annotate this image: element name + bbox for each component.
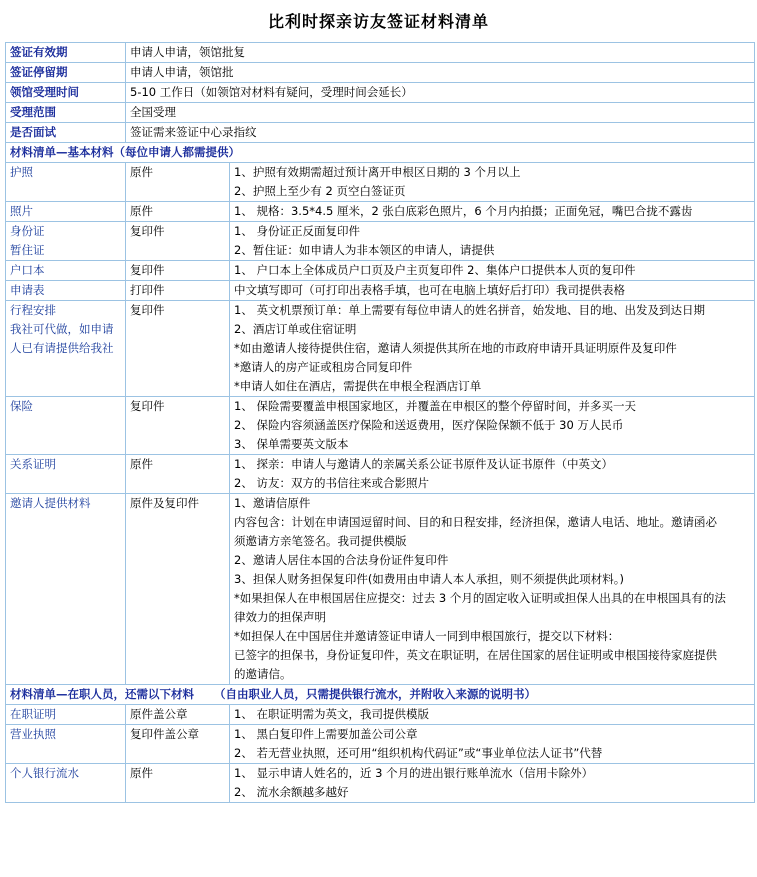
material-type-text: 复印件 bbox=[130, 263, 165, 277]
material-name-line: 照片 bbox=[10, 204, 33, 218]
section-header-basic bbox=[6, 143, 755, 163]
material-requirements bbox=[230, 261, 755, 281]
section-title-cell bbox=[6, 685, 755, 705]
material-requirements bbox=[230, 764, 755, 803]
material-requirements bbox=[230, 281, 755, 301]
material-name bbox=[6, 163, 126, 202]
requirement-line: 1、 黑白复印件上需要加盖公司公章 bbox=[234, 727, 418, 741]
material-name-line: 在职证明 bbox=[10, 707, 56, 721]
material-row bbox=[6, 397, 755, 455]
requirement-line: 1、 保险需要覆盖申根国家地区，并覆盖在申根区的整个停留时间，并多买一天 bbox=[234, 399, 636, 413]
summary-value: 5-10 工作日（如领馆对材料有疑问，受理时间会延长） bbox=[126, 83, 755, 103]
material-name-line: 人已有请提供给我社 bbox=[10, 341, 114, 355]
material-row bbox=[6, 705, 755, 725]
material-name bbox=[6, 397, 126, 455]
material-type-text: 原件 bbox=[130, 766, 153, 780]
material-row bbox=[6, 202, 755, 222]
material-name bbox=[6, 705, 126, 725]
material-name bbox=[6, 455, 126, 494]
requirement-line: 2、 访友：双方的书信往来或合影照片 bbox=[234, 476, 429, 490]
material-type-text: 复印件 bbox=[130, 399, 165, 413]
material-name bbox=[6, 281, 126, 301]
section-header-employed bbox=[6, 685, 755, 705]
requirement-line: 2、护照上至少有 2 页空白签证页 bbox=[234, 184, 406, 198]
material-type-text: 原件及复印件 bbox=[130, 496, 199, 510]
requirement-line: 1、 探亲：申请人与邀请人的亲属关系公证书原件及认证书原件（中英文） bbox=[234, 457, 613, 471]
material-type bbox=[126, 222, 230, 261]
material-requirements bbox=[230, 163, 755, 202]
material-type bbox=[126, 202, 230, 222]
summary-row bbox=[6, 103, 755, 123]
section-note: （自由职业人员，只需提供银行流水，并附收入来源的说明书） bbox=[214, 687, 537, 701]
requirement-line: 1、 身份证正反面复印件 bbox=[234, 224, 360, 238]
summary-value: 签证需来签证中心录指纹 bbox=[126, 123, 755, 143]
material-type bbox=[126, 494, 230, 685]
material-name-line: 保险 bbox=[10, 399, 33, 413]
summary-value: 申请人申请，领馆批复 bbox=[126, 43, 755, 63]
requirement-line: *如担保人在中国居住并邀请签证申请人一同到申根国旅行，提交以下材料： bbox=[234, 629, 620, 643]
material-name-line: 营业执照 bbox=[10, 727, 56, 741]
material-requirements bbox=[230, 301, 755, 397]
material-type-text: 复印件盖公章 bbox=[130, 727, 199, 741]
material-type bbox=[126, 261, 230, 281]
requirement-line: 内容包含：计划在申请国逗留时间、目的和日程安排，经济担保，邀请人电话、地址。邀请函必 bbox=[234, 515, 717, 529]
requirement-line: 律效力的担保声明 bbox=[234, 610, 326, 624]
material-name-line: 我社可代做，如申请 bbox=[10, 322, 114, 336]
checklist-table bbox=[5, 42, 755, 803]
material-type-text: 打印件 bbox=[130, 283, 165, 297]
material-type-text: 原件 bbox=[130, 165, 153, 179]
material-type-text: 原件 bbox=[130, 204, 153, 218]
checklist-body bbox=[6, 43, 755, 803]
material-name-line: 身份证 bbox=[10, 224, 45, 238]
material-requirements bbox=[230, 202, 755, 222]
material-row bbox=[6, 261, 755, 281]
summary-label: 领馆受理时间 bbox=[6, 83, 126, 103]
requirement-line: 须邀请方亲笔签名。我司提供模版 bbox=[234, 534, 407, 548]
material-name-line: 关系证明 bbox=[10, 457, 56, 471]
requirement-line: *如由邀请人接待提供住宿，邀请人须提供其所在地的市政府申请开具证明原件及复印件 bbox=[234, 341, 677, 355]
requirement-line: 1、护照有效期需超过预计离开申根区日期的 3 个月以上 bbox=[234, 165, 521, 179]
material-requirements bbox=[230, 222, 755, 261]
material-type-text: 复印件 bbox=[130, 224, 165, 238]
summary-value: 申请人申请，领馆批 bbox=[126, 63, 755, 83]
requirement-line: 3、担保人财务担保复印件(如费用由申请人本人承担，则不须提供此项材料。) bbox=[234, 572, 625, 586]
material-requirements bbox=[230, 397, 755, 455]
material-type-text: 复印件 bbox=[130, 303, 165, 317]
material-name-line: 户口本 bbox=[10, 263, 45, 277]
summary-value: 全国受理 bbox=[126, 103, 755, 123]
requirement-line: 2、 流水余额越多越好 bbox=[234, 785, 349, 799]
material-name-line: 申请表 bbox=[10, 283, 45, 297]
requirement-line: 2、 若无营业执照，还可用“组织机构代码证”或“事业单位法人证书”代替 bbox=[234, 746, 603, 760]
summary-row bbox=[6, 83, 755, 103]
summary-label: 是否面试 bbox=[6, 123, 126, 143]
requirement-line: *邀请人的房产证或租房合同复印件 bbox=[234, 360, 413, 374]
material-row bbox=[6, 455, 755, 494]
requirement-line: 2、暂住证：如申请人为非本领区的申请人，请提供 bbox=[234, 243, 495, 257]
document-title: 比利时探亲访友签证材料清单 bbox=[267, 12, 489, 31]
material-row bbox=[6, 764, 755, 803]
material-name bbox=[6, 494, 126, 685]
requirement-line: 1、 户口本上全体成员户口页及户主页复印件 2、集体户口提供本人页的复印件 bbox=[234, 263, 636, 277]
material-name-line: 邀请人提供材料 bbox=[10, 496, 91, 510]
material-requirements bbox=[230, 455, 755, 494]
summary-row bbox=[6, 43, 755, 63]
material-type bbox=[126, 455, 230, 494]
material-name-line: 护照 bbox=[10, 165, 33, 179]
material-name bbox=[6, 261, 126, 281]
material-name bbox=[6, 202, 126, 222]
requirement-line: 已签字的担保书，身份证复印件，英文在职证明，在居住国家的居住证明或申根国接待家庭提供 bbox=[234, 648, 717, 662]
section-spacer bbox=[194, 687, 214, 701]
requirement-line: 2、酒店订单或住宿证明 bbox=[234, 322, 357, 336]
material-type-text: 原件 bbox=[130, 457, 153, 471]
material-type-text: 原件盖公章 bbox=[130, 707, 188, 721]
material-type bbox=[126, 705, 230, 725]
material-row bbox=[6, 725, 755, 764]
material-row bbox=[6, 222, 755, 261]
material-type bbox=[126, 764, 230, 803]
requirement-line: 的邀请信。 bbox=[234, 667, 292, 681]
material-requirements bbox=[230, 494, 755, 685]
section-title: 材料清单—在职人员，还需以下材料 bbox=[10, 687, 194, 701]
section-note: （每位申请人都需提供） bbox=[113, 145, 240, 159]
material-name bbox=[6, 301, 126, 397]
section-title-cell bbox=[6, 143, 755, 163]
material-requirements bbox=[230, 705, 755, 725]
material-type bbox=[126, 163, 230, 202]
material-row bbox=[6, 301, 755, 397]
material-name bbox=[6, 725, 126, 764]
material-row bbox=[6, 163, 755, 202]
summary-row bbox=[6, 63, 755, 83]
requirement-line: 1、邀请信原件 bbox=[234, 496, 311, 510]
requirement-line: *申请人如住在酒店，需提供在申根全程酒店订单 bbox=[234, 379, 482, 393]
requirement-line: *如果担保人在申根国居住应提交：过去 3 个月的固定收入证明或担保人出具的在申根国具有的法 bbox=[234, 591, 726, 605]
section-title: 材料清单—基本材料 bbox=[10, 145, 114, 159]
summary-label: 签证停留期 bbox=[6, 63, 126, 83]
material-type bbox=[126, 281, 230, 301]
material-name-line: 行程安排 bbox=[10, 303, 56, 317]
requirement-line: 1、 规格：3.5*4.5 厘米，2 张白底彩色照片，6 个月内拍摄；正面免冠，嘴巴合拢不露齿 bbox=[234, 204, 693, 218]
summary-label: 受理范围 bbox=[6, 103, 126, 123]
requirement-line: 2、 保险内容须涵盖医疗保险和送返费用，医疗保险保额不低于 30 万人民币 bbox=[234, 418, 624, 432]
material-requirements bbox=[230, 725, 755, 764]
material-name-line: 个人银行流水 bbox=[10, 766, 79, 780]
material-name-line: 暂住证 bbox=[10, 243, 45, 257]
material-name bbox=[6, 222, 126, 261]
material-type bbox=[126, 397, 230, 455]
material-type bbox=[126, 725, 230, 764]
material-name bbox=[6, 764, 126, 803]
requirement-line: 3、 保单需要英文版本 bbox=[234, 437, 349, 451]
summary-row bbox=[6, 123, 755, 143]
requirement-line: 中文填写即可（可打印出表格手填，也可在电脑上填好后打印）我司提供表格 bbox=[234, 283, 625, 297]
material-type bbox=[126, 301, 230, 397]
requirement-line: 1、 英文机票预订单：单上需要有每位申请人的姓名拼音，始发地、目的地、出发及到达日期 bbox=[234, 303, 705, 317]
material-row bbox=[6, 281, 755, 301]
requirement-line: 1、 在职证明需为英文，我司提供模版 bbox=[234, 707, 429, 721]
requirement-line: 2、邀请人居住本国的合法身份证件复印件 bbox=[234, 553, 449, 567]
material-row bbox=[6, 494, 755, 685]
summary-label: 签证有效期 bbox=[6, 43, 126, 63]
requirement-line: 1、 显示申请人姓名的，近 3 个月的进出银行账单流水（信用卡除外） bbox=[234, 766, 594, 780]
